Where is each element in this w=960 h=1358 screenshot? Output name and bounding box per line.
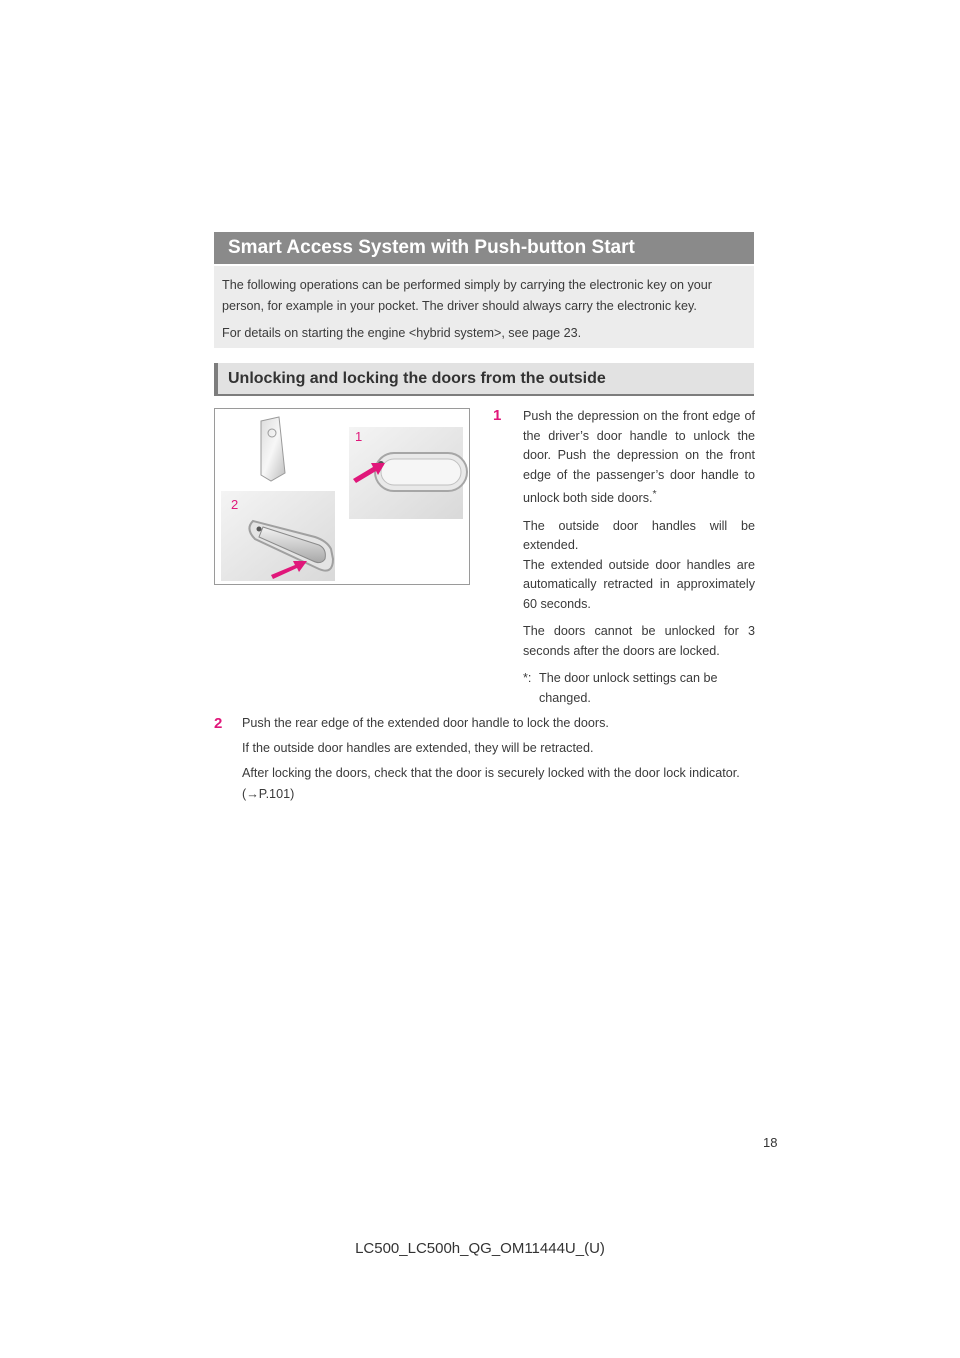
footnote-text: The door unlock settings can be changed. <box>539 671 718 705</box>
step-1-text-block <box>523 407 755 509</box>
section-title: Smart Access System with Push-button Start <box>214 232 754 264</box>
page-number: 18 <box>763 1135 778 1150</box>
step-1-text: Push the depression on the front edge of the driver’s door handle to unlock the door. Push the depression on the front edge of the passenger’s door handle to unlock both side doors. <box>523 409 755 506</box>
step-1-note: The doors cannot be unlocked for 3 seconds after the doors are locked. <box>523 624 755 658</box>
step-number: 1 <box>493 407 502 424</box>
step-number: 2 <box>214 715 223 732</box>
step-1-note: The extended outside door handles are automatically retracted in approximately 60 seconds. <box>523 557 755 611</box>
subsection-title: Unlocking and locking the doors from the outside <box>214 363 754 396</box>
figure-label-2: 2 <box>231 497 239 512</box>
step-2-note: After locking the doors, check that the door is securely locked with the door lock indicator. (→P.101) <box>242 766 740 801</box>
document-code: LC500_LC500h_QG_OM11444U_(U) <box>355 1240 605 1257</box>
step-2-text: Push the rear edge of the extended door handle to lock the doors. <box>242 716 609 730</box>
figure-label-1: 1 <box>355 429 363 444</box>
door-handle-illustration <box>214 408 470 585</box>
step-2-note: If the outside door handles are extended, they will be retracted. <box>242 741 594 755</box>
step-1 <box>493 406 755 708</box>
intro-box <box>214 266 754 348</box>
step-2 <box>214 713 754 805</box>
asterisk-mark: * <box>652 488 657 500</box>
key-fob-icon <box>261 417 285 481</box>
footnote <box>523 669 755 708</box>
door-handle-drawing <box>215 409 469 584</box>
footnote-mark: *: <box>523 671 532 686</box>
step-1-note: The outside door handles will be extended. <box>523 518 755 553</box>
intro-paragraph: For details on starting the engine <hybrid system>, see page 23. <box>222 326 582 340</box>
intro-paragraph: The following operations can be performed simply by carrying the electronic key on your person, for example in your pocket. The driver should always carry the electronic key. <box>222 278 713 313</box>
